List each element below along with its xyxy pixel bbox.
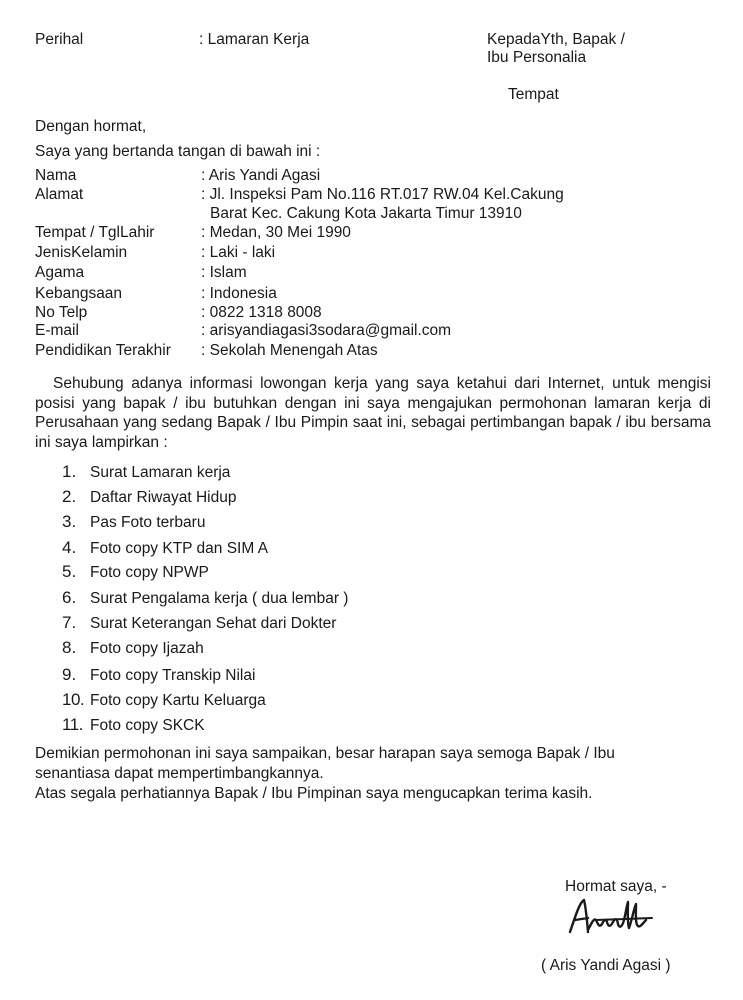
list-number: 7. [62,613,77,632]
list-item [62,462,230,483]
identity-value: Barat Kec. Cakung Kota Jakarta Timur 13910 [210,205,522,222]
identity-value: : Medan, 30 Mei 1990 [201,224,351,241]
identity-value: : Sekolah Menengah Atas [201,342,378,359]
list-item [62,715,205,736]
recipient-place: Tempat [508,86,559,103]
perihal-value: : Lamaran Kerja [199,31,310,48]
perihal-label: Perihal [35,31,84,48]
list-text: Surat Pengalama kerja ( dua lembar ) [90,590,349,607]
body-paragraph-text: Sehubung adanya informasi lowongan kerja yang saya ketahui dari Internet, untuk mengisi posisi yang bapak / ibu butuhkan dengan ini saya mengajukan permohonan lamaran kerja di Perusahaan yang sedang Bapak / Ibu Pimpin saat ini, sebagai pertimbangan bapak / ibu bersama ini saya lampirkan : [35,375,711,451]
identity-label: JenisKelamin [35,244,128,261]
list-item [62,487,236,508]
list-item [62,638,204,659]
identity-value: : Aris Yandi Agasi [201,167,321,184]
list-text: Foto copy KTP dan SIM A [90,540,269,557]
list-item [62,588,348,609]
list-number: 2. [62,487,77,506]
list-number: 1. [62,462,77,481]
identity-value: : arisyandiagasi3sodara@gmail.com [201,322,452,339]
closing-line-1: Demikian permohonan ini saya sampaikan, besar harapan saya semoga Bapak / Ibu [35,745,615,762]
identity-value: : 0822 1318 8008 [201,304,322,321]
list-item [62,613,336,634]
list-number: 11. [62,715,83,734]
intro-line: Saya yang bertanda tangan di bawah ini : [35,143,321,160]
list-text: Surat Keterangan Sehat dari Dokter [90,615,337,632]
closing-line-2: senantiasa dapat mempertimbangkannya. [35,765,324,782]
identity-value: : Indonesia [201,285,277,302]
list-text: Surat Lamaran kerja [90,464,231,481]
list-text: Foto copy Ijazah [90,640,204,657]
list-item [62,562,209,583]
list-item [62,665,255,686]
list-number: 6. [62,588,77,607]
list-item [62,512,205,533]
list-text: Foto copy NPWP [90,564,209,581]
list-text: Daftar Riwayat Hidup [90,489,237,506]
identity-label: Tempat / TglLahir [35,224,155,241]
list-number: 8. [62,638,77,657]
identity-value: : Jl. Inspeksi Pam No.116 RT.017 RW.04 Kel.Cakung [201,186,564,203]
signature-name: ( Aris Yandi Agasi ) [541,957,671,974]
recipient-line-2: Ibu Personalia [487,49,587,66]
list-text: Foto copy SKCK [90,717,205,734]
closing-line-3: Atas segala perhatiannya Bapak / Ibu Pimpinan saya mengucapkan terima kasih. [35,785,593,802]
list-text: Foto copy Kartu Keluarga [90,692,266,709]
signature-image [566,894,662,940]
body-paragraph [35,374,711,452]
list-number: 5. [62,562,77,581]
identity-label: Agama [35,264,85,281]
list-item [62,690,266,711]
identity-value: : Islam [201,264,247,281]
identity-label: Pendidikan Terakhir [35,342,171,359]
list-number: 10. [62,690,85,709]
list-number: 3. [62,512,77,531]
list-number: 9. [62,665,77,684]
identity-value: : Laki - laki [201,244,276,261]
identity-label: E-mail [35,322,79,339]
list-text: Foto copy Transkip Nilai [90,667,256,684]
list-item [62,538,268,559]
identity-label: No Telp [35,304,88,321]
identity-label: Kebangsaan [35,285,123,302]
list-number: 4. [62,538,77,557]
greeting: Dengan hormat, [35,118,147,135]
identity-label: Nama [35,167,77,184]
signoff: Hormat saya, - [565,878,667,895]
list-text: Pas Foto terbaru [90,514,206,531]
identity-label: Alamat [35,186,84,203]
recipient-line-1: KepadaYth, Bapak / [487,31,625,48]
